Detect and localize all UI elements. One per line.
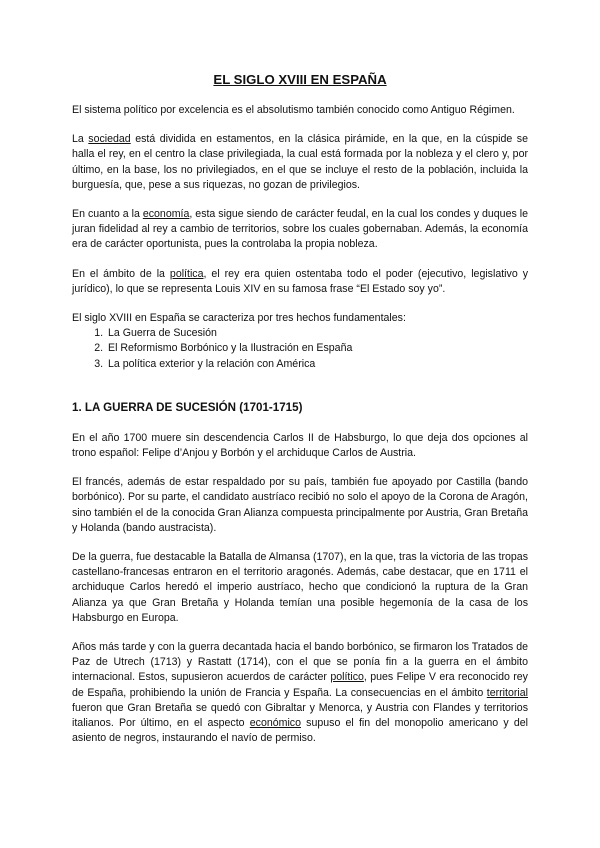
text-run: , pues Felipe V era reconocido rey de España, prohibiendo la unión de Francia y España. La consecuencias en el ámbito (72, 671, 528, 699)
intro-paragraph-politics (72, 267, 528, 297)
section-paragraph-2: El francés, además de estar respaldado por su país, también fue apoyado por Castilla (bando borbónico). Por su parte, el candidato austríaco recibió no solo el apoyo de la Corona de Aragón, sino también el de la conocida Gran Alianza compuesta principalmente por Austria, Gran Bretaña y Holanda (bando austracista). (72, 476, 528, 534)
text-run: En cuanto a la (72, 208, 143, 221)
document-body (72, 103, 528, 747)
text-run: Años más tarde y con la guerra decantada hacia el bando borbónico, se firmaron los Tratados de Paz de Utrech (1713) y Rastatt (1714), con el que se ponía fin a la guerra en el ámbito internacional. Estos, supusieron acuerdos de carácter (72, 641, 528, 684)
page-title: EL SIGLO XVIII EN ESPAÑA (213, 72, 387, 87)
intro-paragraph-summary: El siglo XVIII en España se caracteriza por tres hechos fundamentales: (72, 312, 406, 325)
list-item: 3. La política exterior y la relación con América (106, 357, 528, 372)
intro-paragraph-economy (72, 207, 528, 253)
text-run: , el rey era quien ostentaba todo el poder (ejecutivo, legislativo y jurídico), lo que se representa Louis XIV en su famosa frase “El Estado soy yo”. (72, 267, 528, 295)
intro-paragraph-absolutism: El sistema político por excelencia es el absolutismo también conocido como Antiguo Régimen. (72, 104, 515, 116)
list-item: 1. La Guerra de Sucesión (106, 326, 528, 341)
section-paragraph-3: De la guerra, fue destacable la Batalla de Almansa (1707), en la que, tras la victoria de las tropas castellano-francesas entraron en el territorio aragonés. Además, cabe destacar, que en 1711 el archiduque Carlos heredó el imperio austríaco, hecho que condicionó la ruptura de la Gran Alianza ya que Gran Bretaña y Holanda temían una posible hegemonía de la casa de los Habsburgo en Europa. (72, 551, 528, 624)
section-paragraph-4 (72, 640, 528, 746)
text-run: supuso el fin del monopolio americano y del asiento de negros, instaurando el navío de permiso. (72, 717, 529, 745)
intro-paragraph-society (72, 132, 528, 193)
key-events-list (72, 326, 528, 372)
underlined-term-politics: política (169, 267, 204, 280)
list-item: 2. El Reformismo Borbónico y la Ilustración en España (106, 341, 528, 356)
text-run: está dividida en estamentos, en la clásica pirámide, en la que, en la cúspide se halla el rey, en el centro la clase privilegiada, la cual está formada por la nobleza y el clero y, por último, en la base, los no privilegiados, en el que se incluye el resto de la población, incluida la burguesía, que, pese a sus riquezas, no gozan de privilegios. (72, 133, 528, 191)
underlined-term-society: sociedad (88, 133, 131, 146)
text-run: fueron que Gran Bretaña se quedó con Gibraltar y Menorca, y Austria con Flandes y territorios italianos. Por último, en el aspecto (72, 701, 528, 730)
underlined-term-territorial: territorial (486, 686, 528, 699)
underlined-term-economy: economía (142, 208, 190, 221)
underlined-term-political: político (330, 671, 364, 684)
underlined-term-economic: económico (249, 717, 301, 730)
text-run: En el ámbito de la (72, 267, 170, 280)
section-heading: 1. LA GUERRA DE SUCESIÓN (1701-1715) (72, 400, 303, 414)
text-run: La (72, 133, 89, 146)
section-paragraph-1: En el año 1700 muere sin descendencia Carlos II de Habsburgo, lo que deja dos opciones al trono español: Felipe d’Anjou y Borbón y el archiduque Carlos de Austria. (72, 431, 528, 460)
text-run: , esta sigue siendo de carácter feudal, en la cual los condes y duques le juran fidelidad al rey a cambio de territorios, sobre los cuales gobernaban. Además, la economía era de carácter oportunista, pues la controlaba la propia nobleza. (72, 208, 528, 251)
